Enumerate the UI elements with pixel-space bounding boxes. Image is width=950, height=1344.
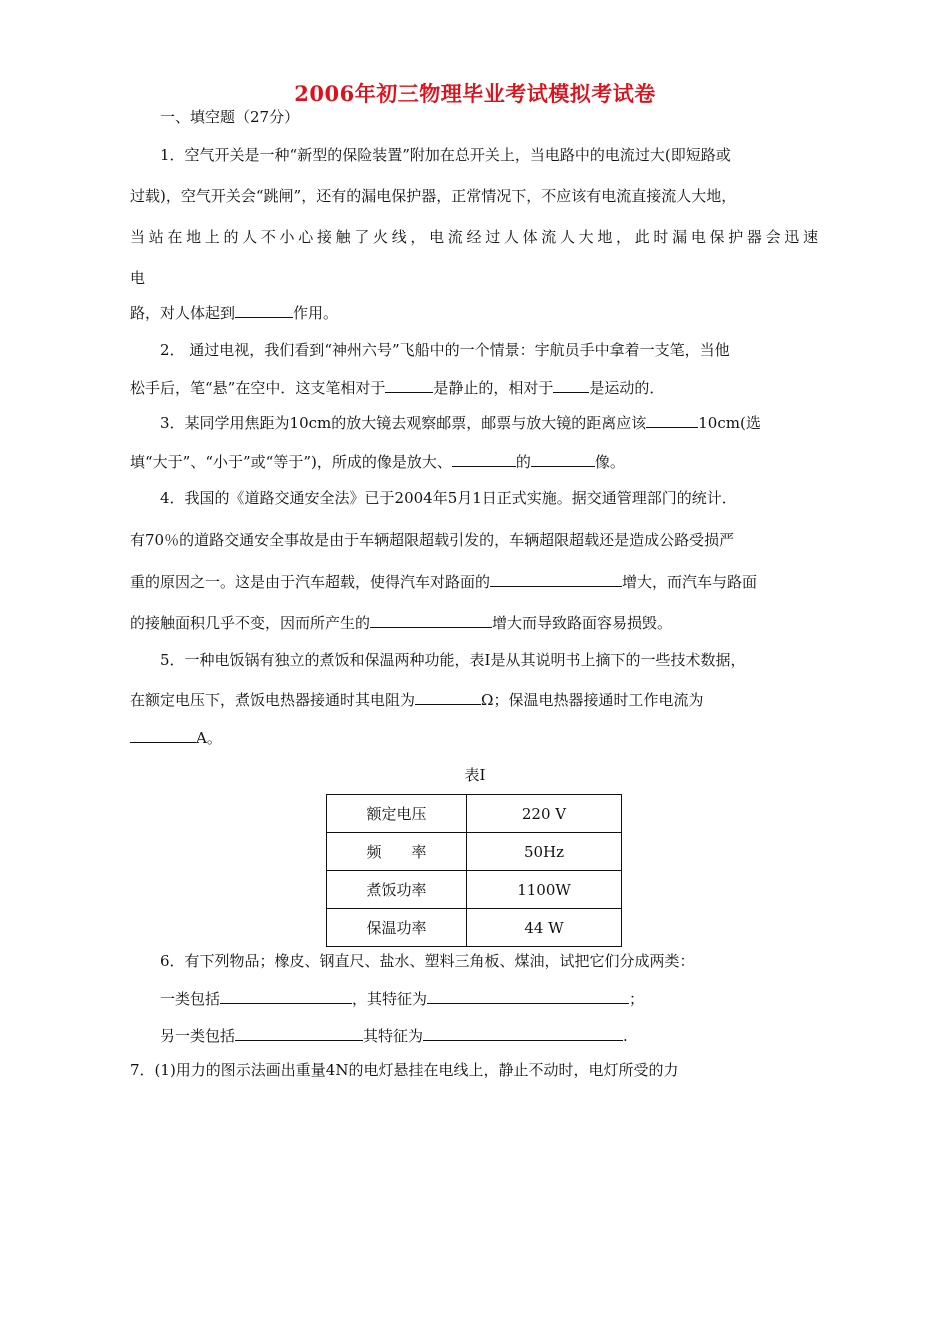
q6-line-3 — [160, 1025, 628, 1046]
q6-text: 另一类包括 — [160, 1027, 236, 1045]
q6-text: 一类包括 — [160, 990, 221, 1008]
q6-line-2 — [160, 988, 644, 1009]
q4-text: 的接触面积几乎不变，因而所产生的 — [130, 614, 371, 632]
q1-line-5 — [130, 302, 338, 323]
answer-blank[interactable] — [452, 451, 516, 467]
q3-text: 像。 — [594, 453, 625, 471]
q5-text: 在额定电压下，煮饭电热器接通时其电阻为 — [130, 691, 416, 709]
q4-line-3 — [130, 571, 757, 592]
q5-text: A。 — [196, 729, 222, 747]
q4-line-2: 有70％的道路交通安全事故是由于车辆超限超载引发的，车辆超限超载还是造成公路受损严 — [130, 531, 735, 549]
q7-line-1: 7．(1)用力的图示法画出重量4N的电灯悬挂在电线上，静止不动时，电灯所受的力 — [130, 1061, 679, 1079]
table-row — [327, 795, 622, 833]
q3-text: 10cm(选 — [698, 414, 761, 432]
answer-blank[interactable] — [423, 1025, 623, 1041]
table-row — [327, 909, 622, 947]
q5-line-2 — [130, 689, 703, 710]
table-cell-label: 煮饭功率 — [327, 871, 467, 909]
q1-line-3: 当站在地上的人不小心接触了火线，电流经过人体流人大地，此时漏电保护器会迅速 — [130, 228, 818, 246]
q2-line-1: 2． 通过电视，我们看到“神州六号”飞船中的一个情景：宇航员手中拿着一支笔，当他 — [160, 341, 730, 359]
q3-text: 填“大于”、“小于”或“等于”)，所成的像是放大、 — [130, 453, 452, 471]
answer-blank[interactable] — [235, 302, 293, 318]
page-title: 2006年初三物理毕业考试模拟考试卷 — [294, 81, 656, 106]
q4-line-4 — [130, 612, 672, 633]
answer-blank[interactable] — [220, 988, 352, 1004]
q2-text: 是静止的，相对于 — [433, 379, 554, 397]
answer-blank[interactable] — [490, 571, 622, 587]
q3-line-1 — [160, 412, 761, 433]
q2-line-2 — [130, 377, 664, 398]
table-caption: 表Ⅰ — [464, 766, 486, 784]
q1-line-1: 1．空气开关是一种“新型的保险装置”附加在总开关上，当电路中的电流过大(即短路或 — [160, 146, 731, 164]
q2-text: 是运动的． — [589, 379, 665, 397]
spec-table — [326, 794, 622, 947]
table-cell-value: 50Hz — [467, 833, 622, 871]
q1-line-2: 过载)，空气开关会“跳闸”，还有的漏电保护器，正常情况下，不应该有电流直接流人大地， — [130, 187, 737, 205]
table-cell-label: 保温功率 — [327, 909, 467, 947]
table-cell-value: 1100W — [467, 871, 622, 909]
answer-blank[interactable] — [385, 377, 433, 393]
section-heading: 一、填空题（27分） — [160, 108, 300, 126]
q3-text: 的 — [515, 453, 531, 471]
q4-text: 重的原因之一。这是由于汽车超载，使得汽车对路面的 — [130, 573, 491, 591]
q5-line-1: 5．一种电饭锅有独立的煮饭和保温两种功能，表Ⅰ是从其说明书上摘下的一些技术数据， — [160, 651, 746, 669]
q5-line-3 — [130, 727, 222, 748]
q3-text: 3．某同学用焦距为10cm的放大镜去观察邮票，邮票与放大镜的距离应该 — [160, 414, 647, 432]
q6-text: ； — [629, 990, 645, 1008]
q2-text: 松手后，笔“悬”在空中．这支笔相对于 — [130, 379, 386, 397]
answer-blank[interactable] — [415, 689, 481, 705]
q4-line-1: 4．我国的《道路交通安全法》已于2004年5月1日正式实施。据交通管理部门的统计． — [160, 489, 737, 507]
q3-line-2 — [130, 451, 625, 472]
answer-blank[interactable] — [553, 377, 589, 393]
table-cell-value: 44 W — [467, 909, 622, 947]
answer-blank[interactable] — [130, 727, 196, 743]
q6-text: ，其特征为 — [352, 990, 428, 1008]
q1-text: 作用。 — [293, 304, 339, 322]
q6-text: . — [623, 1027, 628, 1045]
table-cell-label: 频 率 — [327, 833, 467, 871]
answer-blank[interactable] — [531, 451, 595, 467]
table-row — [327, 871, 622, 909]
q1-text: 路，对人体起到 — [130, 304, 236, 322]
answer-blank[interactable] — [646, 412, 698, 428]
answer-blank[interactable] — [427, 988, 629, 1004]
table-cell-value: 220 V — [467, 795, 622, 833]
q5-text: Ω；保温电热器接通时工作电流为 — [481, 691, 704, 709]
answer-blank[interactable] — [235, 1025, 363, 1041]
q4-text: 增大，而汽车与路面 — [622, 573, 758, 591]
q6-text: 其特征为 — [363, 1027, 424, 1045]
table-cell-label: 额定电压 — [327, 795, 467, 833]
q1-line-4: 电 — [130, 269, 146, 287]
q6-line-1: 6．有下列物品；橡皮、钢直尺、盐水、塑料三角板、煤油，试把它们分成两类： — [160, 952, 695, 970]
answer-blank[interactable] — [370, 612, 492, 628]
table-row — [327, 833, 622, 871]
q4-text: 增大而导致路面容易损毁。 — [492, 614, 673, 632]
